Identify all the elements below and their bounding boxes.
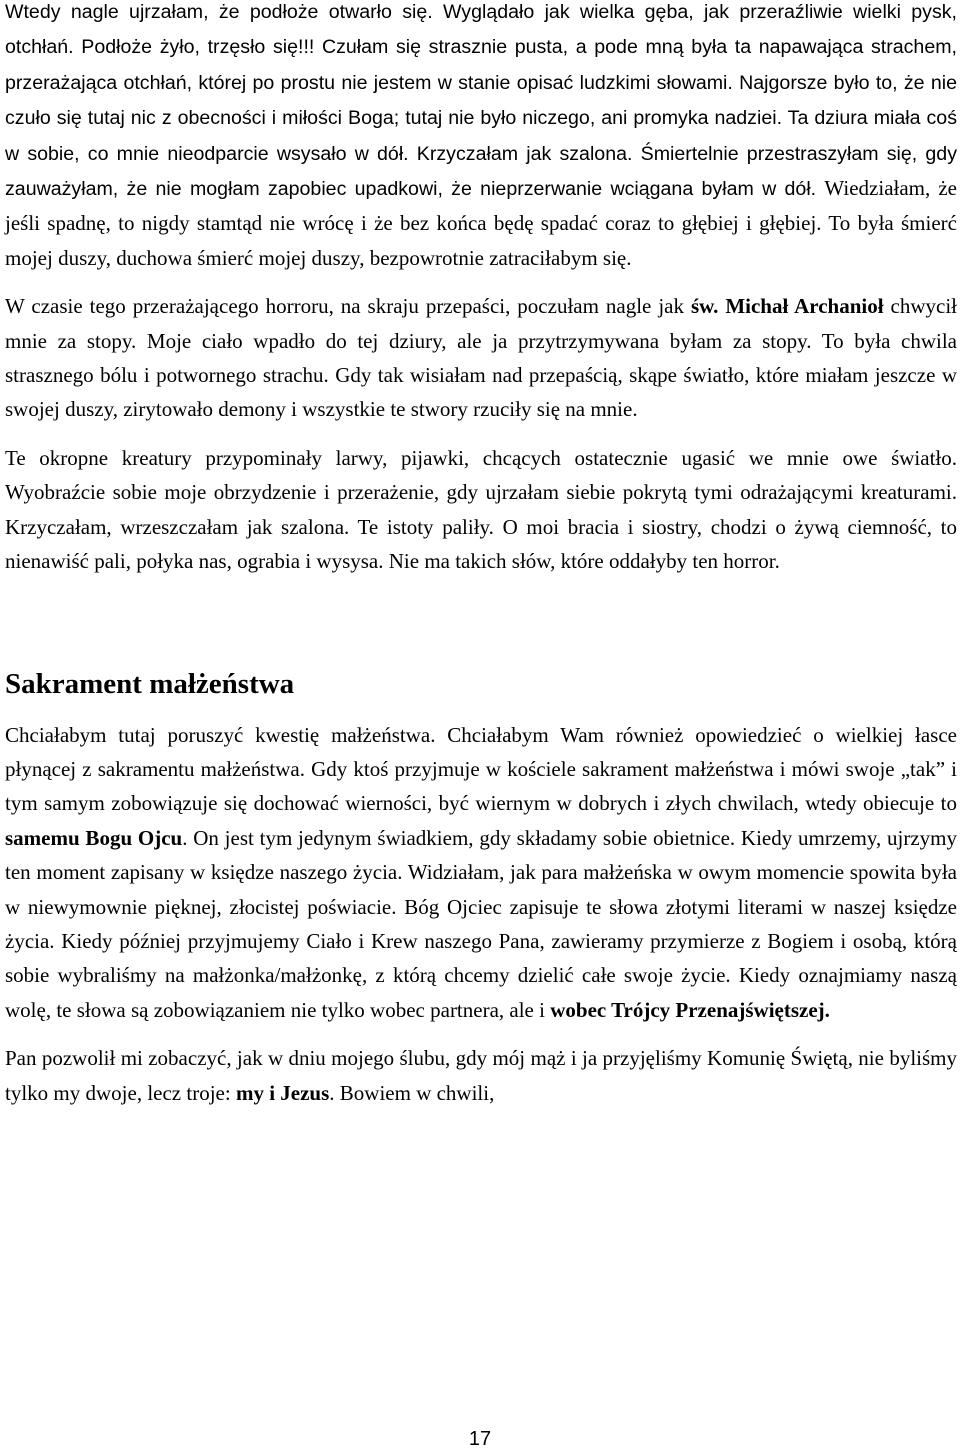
paragraph-marriage-part2: . On jest tym jedynym świadkiem, gdy składamy sobie obietnice. Kiedy umrzemy, ujrzymy ten moment zapisany w księdze naszego życia. Widziałam, jak para małżeńska w owym momencie spowita była w niewymownie pięknej, złocistej poświacie. Bóg Ojciec zapisuje te słowa złotymi literami w naszej księdze życia. Kiedy później przyjmujemy Ciało i Krew naszego Pana, zawieramy przymierze z Bogiem i osobą, którą sobie wybraliśmy na małżonka/małżonkę, z którą chcemy dzielić całe swoje życie. Kiedy oznajmiamy naszą wolę, te słowa są zobowiązaniem nie tylko wobec partnera, ale i [5,825,957,1022]
paragraph-wedding-part2: . Bowiem w chwili, [329,1080,495,1105]
bold-archangel-name: św. Michał Archanioł [690,294,884,319]
bold-my-i-jezus: my i Jezus [235,1080,330,1105]
paragraph-archangel [5,289,957,427]
paragraph-wedding [5,1041,957,1110]
paragraph-archangel-part1: W czasie tego przerażającego horroru, na skraju przepaści, poczułam nagle jak [5,294,691,319]
bold-trinity: wobec Trójcy Przenajświętszej. [550,997,830,1022]
paragraph-abyss [5,0,957,275]
paragraph-abyss-part2: Wiedziałam, że jeśli spadnę, to nigdy stamtąd nie wrócę i że bez końca będę spadać coraz to głębiej i głębiej. To była śmierć mojej duszy, duchowa śmierć mojej duszy, bezpowrotnie zatraciłabym się. [5,176,957,270]
paragraph-archangel-part2: chwycił mnie za stopy. Moje ciało wpadło do tej dziury, ale ja przytrzymywana byłam za stopy. To była chwila strasznego bólu i potwornego strachu. Gdy tak wisiałam nad przepaścią, skąpe światło, które miałam jeszcze w swojej duszy, zirytowało demony i wszystkie te stwory rzuciły się na mnie. [5,294,957,422]
paragraph-creatures: Te okropne kreatury przypominały larwy, pijawki, chcących ostatecznie ugasić we mnie owe światło. Wyobraźcie sobie moje obrzydzenie i przerażenie, gdy ujrzałam siebie pokrytą tymi odrażającymi kreaturami. Krzyczałam, wrzeszczałam jak szalona. Te istoty paliły. O moi bracia i siostry, chodzi o żywą ciemność, to nienawiść pali, połyka nas, ograbia i wysysa. Nie ma takich słów, które oddałyby ten horror. [5,445,957,574]
section-heading: Sakrament małżeństwa [5,667,295,700]
document-page [5,0,957,1110]
paragraph-abyss-part1: Wtedy nagle ujrzałam, że podłoże otwarło się. Wyglądało jak wielka gęba, jak przeraźliwie wielki pysk, otchłań. Podłoże żyło, trzęsło się!!! Czułam się strasznie pusta, a pode mną była ta napawająca strachem, przerażająca otchłań, której po prostu nie jestem w stanie opisać ludzkimi słowami. Najgorsze było to, że nie czuło się tutaj nic z obecności i miłości Boga; tutaj nie było niczego, ani promyka nadziei. Ta dziura miała coś w sobie, co mnie nieodparcie wsysało w dół. Krzyczałam jak szalona. Śmiertelnie przestraszyłam się, gdy zauważyłam, że nie mogłam zapobiec upadkowi, że nieprzerwanie wciągana byłam w dół. [5,1,957,201]
page-number: 17 [468,1428,492,1450]
bold-god-father: samemu Bogu Ojcu [5,825,183,850]
paragraph-wedding-part1: Pan pozwolił mi zobaczyć, jak w dniu mojego ślubu, gdy mój mąż i ja przyjęliśmy Komunię Świętą, nie byliśmy tylko my dwoje, lecz troje: [5,1046,957,1105]
paragraph-marriage [5,718,957,1028]
paragraph-marriage-part1: Chciałabym tutaj poruszyć kwestię małżeństwa. Chciałabym Wam również opowiedzieć o wielkiej łasce płynącej z sakramentu małżeństwa. Gdy ktoś przyjmuje w kościele sakrament małżeństwa i mówi swoje „tak” i tym samym zobowiązuje się dochować wierności, być wiernym w dobrych i złych chwilach, wtedy obiecuje to [5,722,957,816]
